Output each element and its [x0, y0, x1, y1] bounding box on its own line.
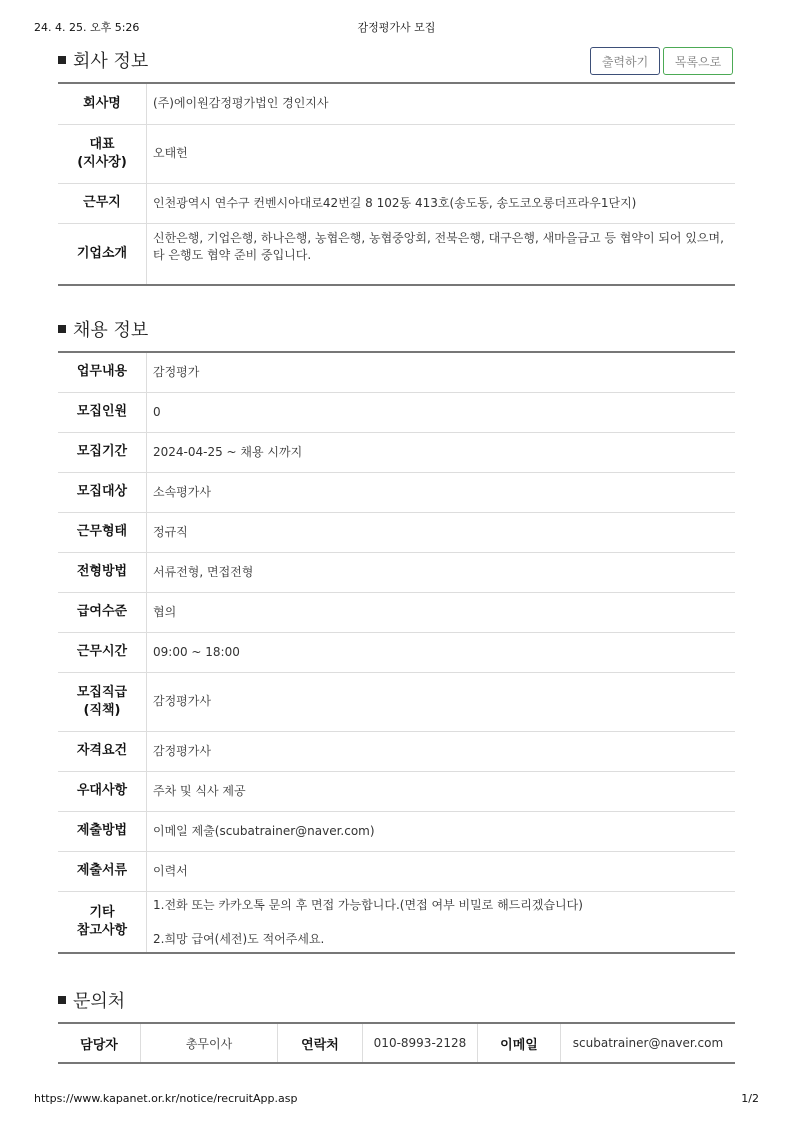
row-value: 감정평가사	[147, 731, 736, 771]
manager-value: 총무이사	[141, 1023, 278, 1063]
row-value: 감정평가사	[147, 672, 736, 731]
row-value: 이력서	[147, 851, 736, 891]
row-value: (주)에이원감정평가법인 경인지사	[147, 83, 736, 124]
print-header	[34, 19, 759, 35]
row-label: 기업소개	[58, 223, 147, 285]
row-value: 정규직	[147, 512, 736, 552]
recruit-section-title: 채용 정보	[58, 316, 148, 342]
row-label: 모집인원	[58, 392, 147, 432]
table-row	[58, 592, 735, 632]
print-title: 감정평가사 모집	[357, 21, 436, 34]
table-row	[58, 223, 735, 285]
row-value: 1.전화 또는 카카오톡 문의 후 면접 가능합니다.(면접 여부 비밀로 해드리겠습니다) 2.희망 급여(세전)도 적어주세요.	[153, 897, 583, 946]
row-label: 제출서류	[58, 851, 147, 891]
table-row	[58, 731, 735, 771]
email-value: scubatrainer@naver.com	[572, 1036, 724, 1050]
row-label: 모집대상	[58, 472, 147, 512]
row-label: 모집기간	[58, 432, 147, 472]
table-row	[58, 392, 735, 432]
table-row	[58, 672, 735, 731]
row-label: 모집직급 (직책)	[58, 672, 147, 731]
table-row	[58, 851, 735, 891]
row-value: 이메일 제출(scubatrainer@naver.com)	[147, 811, 736, 851]
row-label: 근무형태	[58, 512, 147, 552]
row-label: 제출방법	[58, 811, 147, 851]
square-bullet-icon	[58, 325, 66, 333]
row-label: 대표 (지사장)	[58, 124, 147, 183]
row-label: 회사명	[58, 83, 147, 124]
row-value: 주차 및 식사 제공	[147, 771, 736, 811]
table-row	[58, 124, 735, 183]
row-value: 0	[147, 392, 736, 432]
table-row	[58, 352, 735, 392]
row-value: 서류전형, 면접전형	[147, 552, 736, 592]
table-row	[58, 771, 735, 811]
phone-label: 연락처	[278, 1023, 363, 1063]
table-row	[58, 632, 735, 672]
table-row	[58, 891, 735, 953]
table-row	[58, 432, 735, 472]
row-value: 인천광역시 연수구 컨벤시아대로42번길 8 102동 413호(송도동, 송도코오롱더프라우1단지)	[147, 183, 736, 223]
row-value: 협의	[147, 592, 736, 632]
row-label: 전형방법	[58, 552, 147, 592]
phone-value: 010-8993-2128	[363, 1023, 478, 1063]
print-date: 24. 4. 25. 오후 5:26	[34, 21, 140, 34]
square-bullet-icon	[58, 56, 66, 64]
row-label: 근무시간	[58, 632, 147, 672]
row-value: 09:00 ~ 18:00	[147, 632, 736, 672]
print-button[interactable]: 출력하기	[590, 47, 660, 75]
table-row	[58, 472, 735, 512]
row-label: 근무지	[58, 183, 147, 223]
email-label: 이메일	[478, 1023, 561, 1063]
square-bullet-icon	[58, 996, 66, 1004]
row-label: 급여수준	[58, 592, 147, 632]
page-url: https://www.kapanet.or.kr/notice/recruitApp.asp	[34, 1092, 298, 1105]
row-value: 2024-04-25 ~ 채용 시까지	[147, 432, 736, 472]
table-row	[58, 811, 735, 851]
table-row	[58, 552, 735, 592]
row-value: 오태헌	[147, 124, 736, 183]
row-label: 우대사항	[58, 771, 147, 811]
company-info-table	[58, 82, 735, 286]
contact-table	[58, 1022, 735, 1064]
row-label: 업무내용	[58, 352, 147, 392]
recruit-info-table	[58, 351, 735, 954]
table-row	[58, 512, 735, 552]
row-label: 자격요건	[58, 731, 147, 771]
contact-section-title: 문의처	[58, 987, 125, 1013]
company-section-title: 회사 정보	[58, 47, 148, 73]
page-number: 1/2	[741, 1092, 759, 1105]
table-row	[58, 83, 735, 124]
row-value: 신한은행, 기업은행, 하나은행, 농협은행, 농협중앙회, 전북은행, 대구은행, 새마을금고 등 협약이 되어 있으며, 타 은행도 협약 준비 중입니다.	[153, 230, 724, 262]
list-button[interactable]: 목록으로	[663, 47, 733, 75]
manager-label: 담당자	[58, 1023, 141, 1063]
row-label: 기타 참고사항	[58, 891, 147, 953]
row-value: 감정평가	[147, 352, 736, 392]
table-row	[58, 1023, 735, 1063]
row-value: 소속평가사	[147, 472, 736, 512]
table-row	[58, 183, 735, 223]
